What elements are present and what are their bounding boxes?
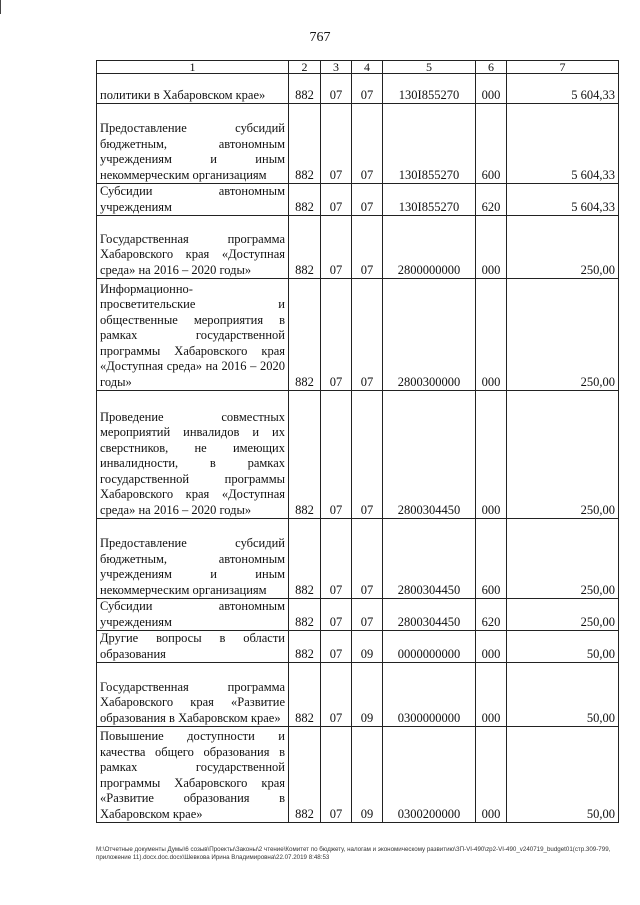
header-col-2: 2 xyxy=(289,61,321,74)
row-gradm-cell: 882 xyxy=(289,599,321,631)
row-gradm-cell: 882 xyxy=(289,631,321,663)
table-row xyxy=(97,216,619,279)
row-name-cell: Государственная программа Хабаровского края «Развитие образования в Хабаровском крае» xyxy=(97,663,289,727)
row-subsection-cell: 07 xyxy=(352,216,383,279)
page-number: 767 xyxy=(309,30,331,45)
row-expense-type-cell: 600 xyxy=(476,519,507,599)
row-amount-cell: 5 604,33 xyxy=(507,74,619,104)
budget-table xyxy=(96,60,619,823)
row-target-article-cell: 130I855270 xyxy=(383,184,476,216)
row-name-cell: Государственная программа Хабаровского края «Доступная среда» на 2016 – 2020 годы» xyxy=(97,216,289,279)
row-expense-type-cell: 000 xyxy=(476,216,507,279)
row-gradm-cell: 882 xyxy=(289,184,321,216)
row-expense-type-cell: 000 xyxy=(476,631,507,663)
row-amount-cell: 5 604,33 xyxy=(507,184,619,216)
row-section-cell: 07 xyxy=(321,184,352,216)
row-name-cell: политики в Хабаровском крае» xyxy=(97,74,289,104)
row-section-cell: 07 xyxy=(321,279,352,391)
row-subsection-cell: 07 xyxy=(352,104,383,184)
row-amount-cell: 250,00 xyxy=(507,279,619,391)
row-expense-type-cell: 600 xyxy=(476,104,507,184)
header-col-7: 7 xyxy=(507,61,619,74)
row-gradm-cell: 882 xyxy=(289,663,321,727)
table-row xyxy=(97,663,619,727)
row-expense-type-cell: 620 xyxy=(476,184,507,216)
header-col-4: 4 xyxy=(352,61,383,74)
row-gradm-cell: 882 xyxy=(289,104,321,184)
row-section-cell: 07 xyxy=(321,631,352,663)
page-edge-mark xyxy=(0,0,4,14)
row-subsection-cell: 07 xyxy=(352,74,383,104)
row-target-article-cell: 0300000000 xyxy=(383,663,476,727)
row-expense-type-cell: 000 xyxy=(476,279,507,391)
table-row xyxy=(97,727,619,823)
row-expense-type-cell: 000 xyxy=(476,663,507,727)
row-section-cell: 07 xyxy=(321,599,352,631)
row-section-cell: 07 xyxy=(321,663,352,727)
row-amount-cell: 250,00 xyxy=(507,391,619,519)
row-subsection-cell: 07 xyxy=(352,391,383,519)
header-col-6: 6 xyxy=(476,61,507,74)
document-path-footer: M:\Отчетные документы Думы\6 созыв\Проекты\Законы\2 чтение\Комитет по бюджету, налогам и экономическому развитию\ЗП-VI-490\zp2-VI-490_v240719_budget01(стр.309-799, приложение 11).docx.doc.docx\Шевкова Ирина Владимировна\22.07.2019 8:48:53 xyxy=(96,846,611,861)
table-row xyxy=(97,279,619,391)
row-section-cell: 07 xyxy=(321,727,352,823)
row-gradm-cell: 882 xyxy=(289,74,321,104)
row-gradm-cell: 882 xyxy=(289,279,321,391)
row-section-cell: 07 xyxy=(321,74,352,104)
row-expense-type-cell: 620 xyxy=(476,599,507,631)
row-amount-cell: 250,00 xyxy=(507,519,619,599)
row-gradm-cell: 882 xyxy=(289,519,321,599)
row-target-article-cell: 0300200000 xyxy=(383,727,476,823)
row-amount-cell: 250,00 xyxy=(507,599,619,631)
row-subsection-cell: 07 xyxy=(352,184,383,216)
row-name-cell: Предоставление субсидий бюджетным, автономным учреждениям и иным некоммерческим организациям xyxy=(97,519,289,599)
row-target-article-cell: 0000000000 xyxy=(383,631,476,663)
row-name-cell: Информационно-просветительские и общественные мероприятия в рамках государственной программы Хабаровского края «Доступная среда» на 2016 – 2020 годы» xyxy=(97,279,289,391)
row-section-cell: 07 xyxy=(321,519,352,599)
row-expense-type-cell: 000 xyxy=(476,74,507,104)
row-subsection-cell: 09 xyxy=(352,727,383,823)
row-section-cell: 07 xyxy=(321,216,352,279)
row-target-article-cell: 2800000000 xyxy=(383,216,476,279)
table-row xyxy=(97,599,619,631)
row-amount-cell: 50,00 xyxy=(507,727,619,823)
row-subsection-cell: 09 xyxy=(352,663,383,727)
row-subsection-cell: 07 xyxy=(352,519,383,599)
row-subsection-cell: 09 xyxy=(352,631,383,663)
header-col-5: 5 xyxy=(383,61,476,74)
row-target-article-cell: 130I855270 xyxy=(383,74,476,104)
row-amount-cell: 50,00 xyxy=(507,631,619,663)
row-name-cell: Субсидии автономным учреждениям xyxy=(97,599,289,631)
table-row xyxy=(97,631,619,663)
row-name-cell: Повышение доступности и качества общего образования в рамках государственной программы Хабаровского края «Развитие образования в Хабаровском крае» xyxy=(97,727,289,823)
header-row xyxy=(97,61,619,74)
row-amount-cell: 250,00 xyxy=(507,216,619,279)
row-gradm-cell: 882 xyxy=(289,727,321,823)
row-amount-cell: 50,00 xyxy=(507,663,619,727)
table-row xyxy=(97,391,619,519)
row-name-cell: Другие вопросы в области образования xyxy=(97,631,289,663)
table-row xyxy=(97,519,619,599)
row-section-cell: 07 xyxy=(321,391,352,519)
table-row xyxy=(97,184,619,216)
row-subsection-cell: 07 xyxy=(352,599,383,631)
table-body xyxy=(97,74,619,823)
row-expense-type-cell: 000 xyxy=(476,391,507,519)
row-name-cell: Проведение совместных мероприятий инвалидов и их сверстников, не имеющих инвалидности, в рамках государственной программы Хабаровского края «Доступная среда» на 2016 – 2020 годы» xyxy=(97,391,289,519)
row-name-cell: Предоставление субсидий бюджетным, автономным учреждениям и иным некоммерческим организациям xyxy=(97,104,289,184)
header-col-3: 3 xyxy=(321,61,352,74)
row-gradm-cell: 882 xyxy=(289,391,321,519)
row-name-cell: Субсидии автономным учреждениям xyxy=(97,184,289,216)
row-target-article-cell: 2800304450 xyxy=(383,599,476,631)
row-target-article-cell: 130I855270 xyxy=(383,104,476,184)
header-col-1: 1 xyxy=(97,61,289,74)
row-target-article-cell: 2800304450 xyxy=(383,391,476,519)
row-subsection-cell: 07 xyxy=(352,279,383,391)
row-gradm-cell: 882 xyxy=(289,216,321,279)
table-row xyxy=(97,104,619,184)
row-amount-cell: 5 604,33 xyxy=(507,104,619,184)
row-target-article-cell: 2800300000 xyxy=(383,279,476,391)
row-expense-type-cell: 000 xyxy=(476,727,507,823)
row-target-article-cell: 2800304450 xyxy=(383,519,476,599)
table-row xyxy=(97,74,619,104)
row-section-cell: 07 xyxy=(321,104,352,184)
